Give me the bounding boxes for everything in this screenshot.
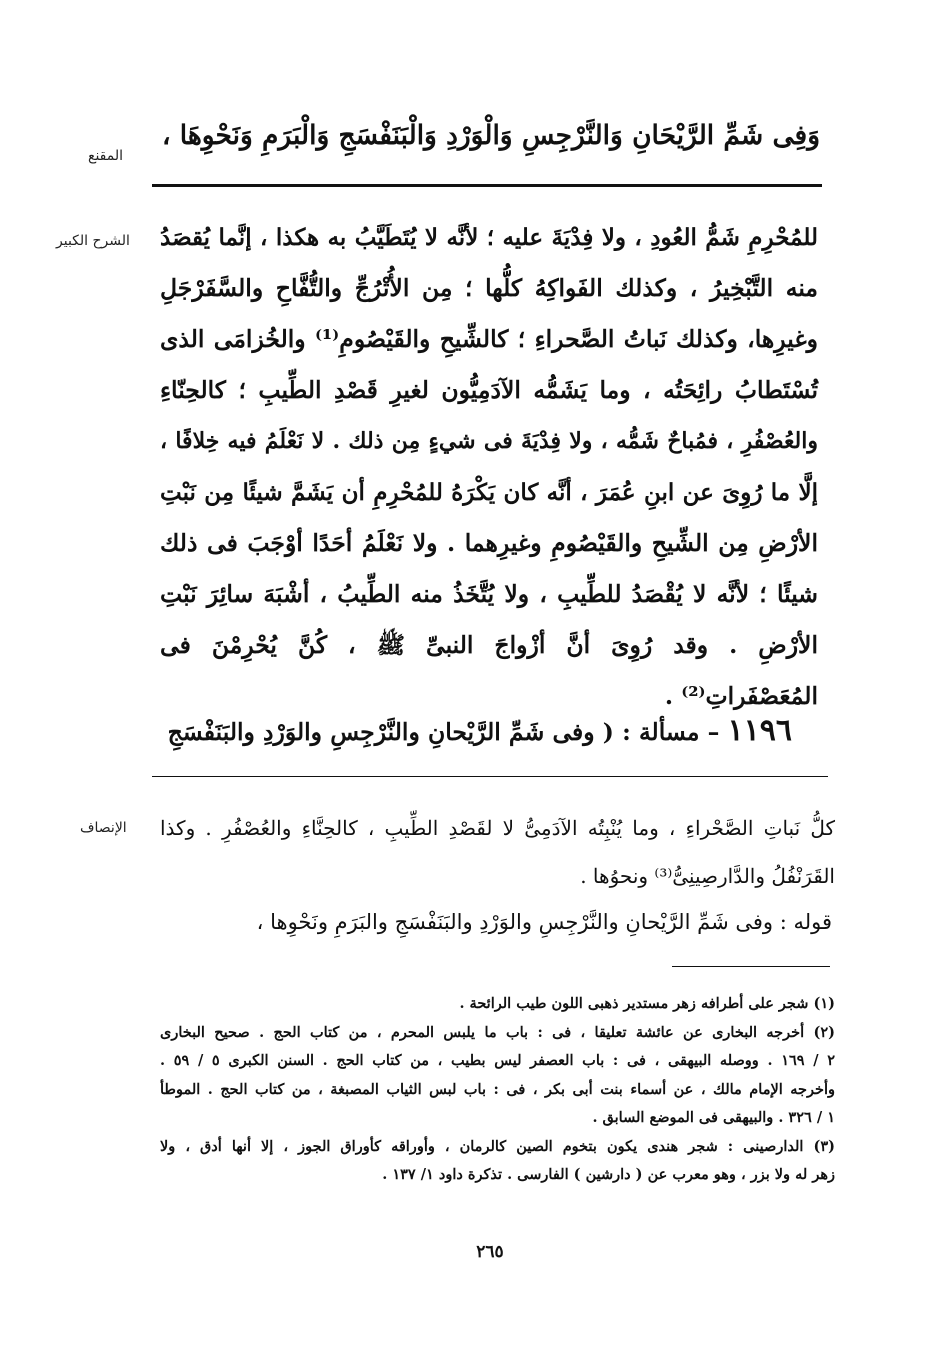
sharh-line: الأرْضِ . وقد رُوِىَ أنَّ أزْواجَ النبىِّ ﷺ ، كُنَّ يُحْرِمْنَ فى <box>160 631 818 659</box>
footnote-line: زهر له ولا بزر ، وهو معرب عن ( دارشين ) الفارسى . تذكرة داود ١/ ١٣٧ . <box>382 1166 835 1183</box>
footnote-line: (١) شجر على أطرافه زهر مستدير ذهبى اللون طيب الرائحة . <box>459 995 835 1012</box>
footnote-line: ١ / ٣٢٦ . والبيهقى فى الموضع السابق . <box>592 1109 835 1126</box>
footnote-line: ٢ / ١٦٩ . ووصله البيهقى ، فى : باب العصفر ليس بطيب ، من كتاب الحج . السنن الكبرى ٥ / ٥٩ . <box>160 1052 835 1069</box>
footnote-line: (٢) أخرجه البخارى عن عائشة تعليقا ، فى : باب ما يلبس المحرم ، من كتاب الحج . صحيح البخارى <box>160 1023 835 1041</box>
insaf-line: القَرَنْفُلُ والدَّارصِينِىُّ⁽³⁾ ونحوُها . <box>580 864 835 888</box>
header-divider <box>152 184 822 187</box>
sharh-line: وغيرِها، وكذلك نَباتُ الصَّحراءِ ؛ كالشِّيحِ والقَيْصُومِ⁽¹⁾ والخُزامَى الذى <box>160 325 818 353</box>
sharh-line: شيئًا ؛ لأنَّه لا يُقْصَدُ للطِّيبِ ، ولا يُتَّخَذُ منه الطِّيبُ ، أشْبَهَ سائِرَ نَبْتِ <box>160 580 818 608</box>
insaf-label: الإنصاف <box>80 820 127 836</box>
page-number: ٢٦٥ <box>476 1242 504 1262</box>
sharh-line: المُعَصْفَراتِ⁽²⁾ . <box>664 682 818 710</box>
sharh-line: إلَّا ما رُوِىَ عن ابنِ عُمَرَ ، أنَّه كان يَكْرَهُ للمُحْرِمِ أن يَشَمَّ شيئًا مِن نَبْتِ <box>160 479 818 506</box>
masala-text: – مسألة : ( وفى شَمِّ الرَّيْحانِ والنَّرْجِسِ والوَرْدِ والبَنَفْسَجِ <box>167 718 720 746</box>
sharh-line: الأرْضِ مِن الشِّيحِ والقَيْصُومِ وغيرِهما . ولا نَعْلَمُ أحَدًا أوْجَبَ فى ذلك <box>160 529 818 557</box>
insaf-text <box>160 804 835 900</box>
footnote-line: (٣) الدارصينى : شجر هندى يكون بتخوم الصين كالرمان ، وأوراقه كأوراق الجوز ، إلا أنها أدق ، ولا <box>160 1137 835 1155</box>
footnote-divider <box>672 966 830 967</box>
sharh-label: الشرح الكبير <box>56 233 130 249</box>
sharh-line: للمُحْرِمِ شَمُّ العُودِ ، ولا فِدْيَةَ عليه ؛ لأنَّه لا يُتَطَيَّبُ به هكذا ، إنَّما يُقصَدُ <box>160 224 818 251</box>
footnote-line: وأخرجه الإمام مالك ، عن أسماء بنت أبى بكر ، فى : باب لبس الثياب المصبغة ، من كتاب الحج . الموطأ <box>160 1080 835 1098</box>
muqni-label: المقنع <box>88 148 124 164</box>
sharh-text <box>160 212 818 722</box>
section-divider <box>152 776 828 777</box>
sharh-line: تُسْتَطابُ رائِحَتُه ، وما يَشَمُّه الآدَمِيُّون لغيرِ قَصْدِ الطِّيبِ ؛ كالحِنّاءِ <box>160 376 818 404</box>
masala-number: ١١٩٦ <box>727 713 792 748</box>
insaf-line: كلُّ نَباتِ الصَّحْراءِ ، وما يُنْبِتُه الآدَمِىُّ لا لقَصْدِ الطِّيبِ ، كالحِنَّاءِ والعُصْفُرِ . وكذا <box>160 816 835 840</box>
sharh-line: منه التَّبْخِيرُ ، وكذلك الفَواكِهُ كلُّها ؛ مِن الأُتْرُجِّ والتُّفَّاحِ والسَّفَرْجَلِ <box>160 274 818 302</box>
muqni-text: وَفِى شَمِّ الرَّيْحَانِ وَالنَّرْجِسِ وَالْوَرْدِ وَالْبَنَفْسَجِ وَالْبَرَمِ وَنَحْوِهَا ، <box>161 120 820 151</box>
masala-heading <box>160 713 792 748</box>
footnotes <box>160 990 835 1190</box>
sharh-line: والعُصْفُرِ ، فمُباحٌ شَمُّه ، ولا فِدْيَةَ فى شيءٍ مِن ذلك . لا نَعْلَمُ فيه خِلافًا ، <box>160 428 818 454</box>
qawl-line: قوله : وفى شَمِّ الرَّيْحانِ والنَّرْجِسِ والوَرْدِ والبَنَفْسَجِ والبَرَمِ ونَحْوِها ، <box>256 910 832 934</box>
